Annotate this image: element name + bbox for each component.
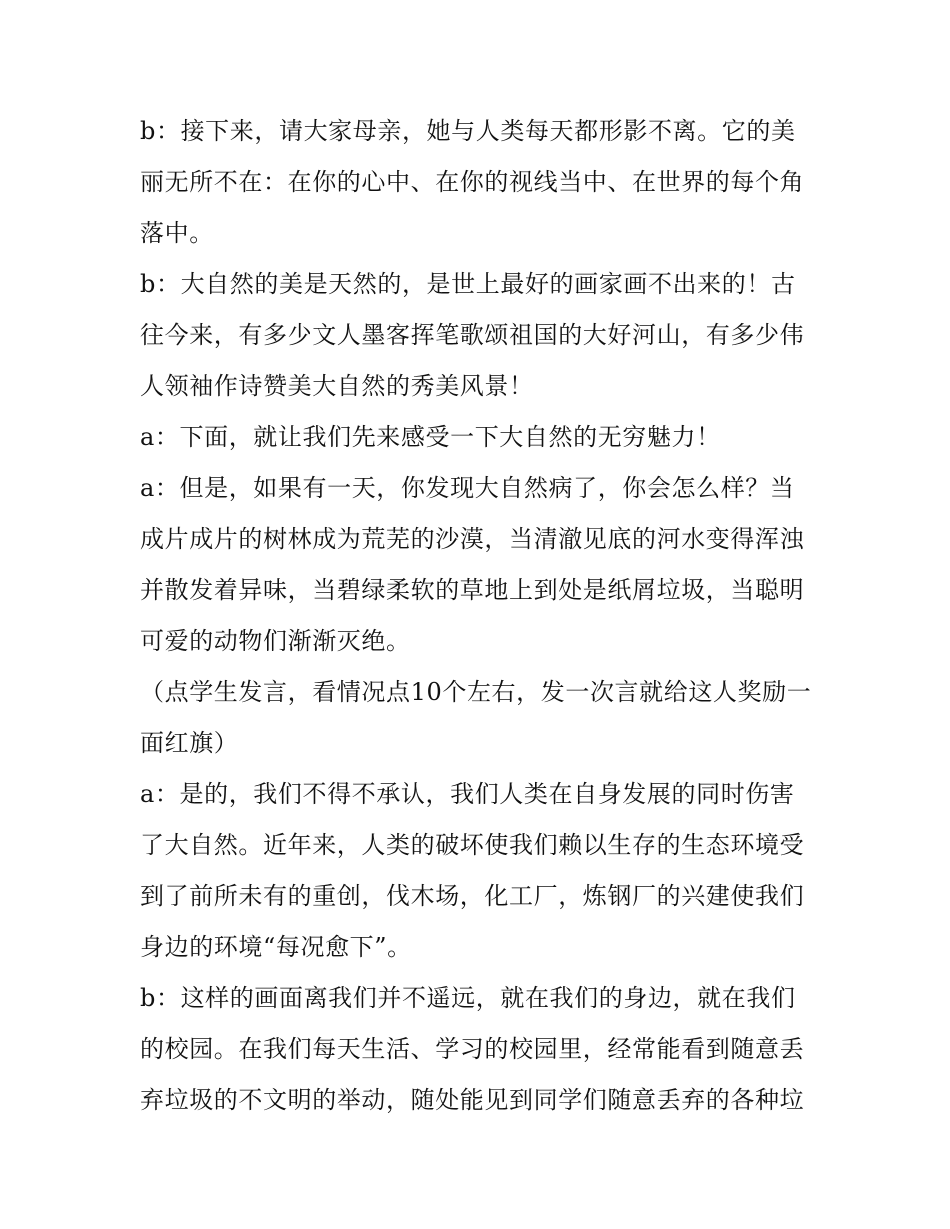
paragraph-nature-beauty: b：接下来，请大家母亲，她与人类每天都形影不离。它的美丽无所不在：在你的心中、在你的视线当中、在世界的每个角落中。 [140, 117, 805, 247]
paragraph-feel-charm: a：下面，就让我们先来感受一下大自然的无穷魅力！ [140, 423, 721, 451]
document-body [140, 106, 815, 1126]
paragraph-stage-direction: （点学生发言，看情况点10个左右，发一次言就给这人奖励一面红旗） [140, 678, 812, 757]
paragraph-human-damage: a：是的，我们不得不承认，我们人类在自身发展的同时伤害了大自然。近年来，人类的破坏使我们赖以生存的生态环境受到了前所未有的重创，伐木场，化工厂，炼钢厂的兴建使我们身边的环境“每况愈下”。 [140, 780, 805, 961]
paragraph-campus: b：这样的画面离我们并不遥远，就在我们的身边，就在我们的校园。在我们每天生活、学习的校园里，经常能看到随意丢弃垃圾的不文明的举动，随处能见到同学们随意丢弃的各种垃 [140, 984, 805, 1114]
paragraph-natural-scenery: b：大自然的美是天然的，是世上最好的画家画不出来的！古往今来，有多少文人墨客挥笔歌颂祖国的大好河山，有多少伟人领袖作诗赞美大自然的秀美风景！ [140, 270, 805, 400]
paragraph-nature-sick: a：但是，如果有一天，你发现大自然病了，你会怎么样？当成片成片的树林成为荒芜的沙漠，当清澈见底的河水变得浑浊并散发着异味，当碧绿柔软的草地上到处是纸屑垃圾，当聪明可爱的动物们渐渐灭绝。 [140, 474, 805, 655]
